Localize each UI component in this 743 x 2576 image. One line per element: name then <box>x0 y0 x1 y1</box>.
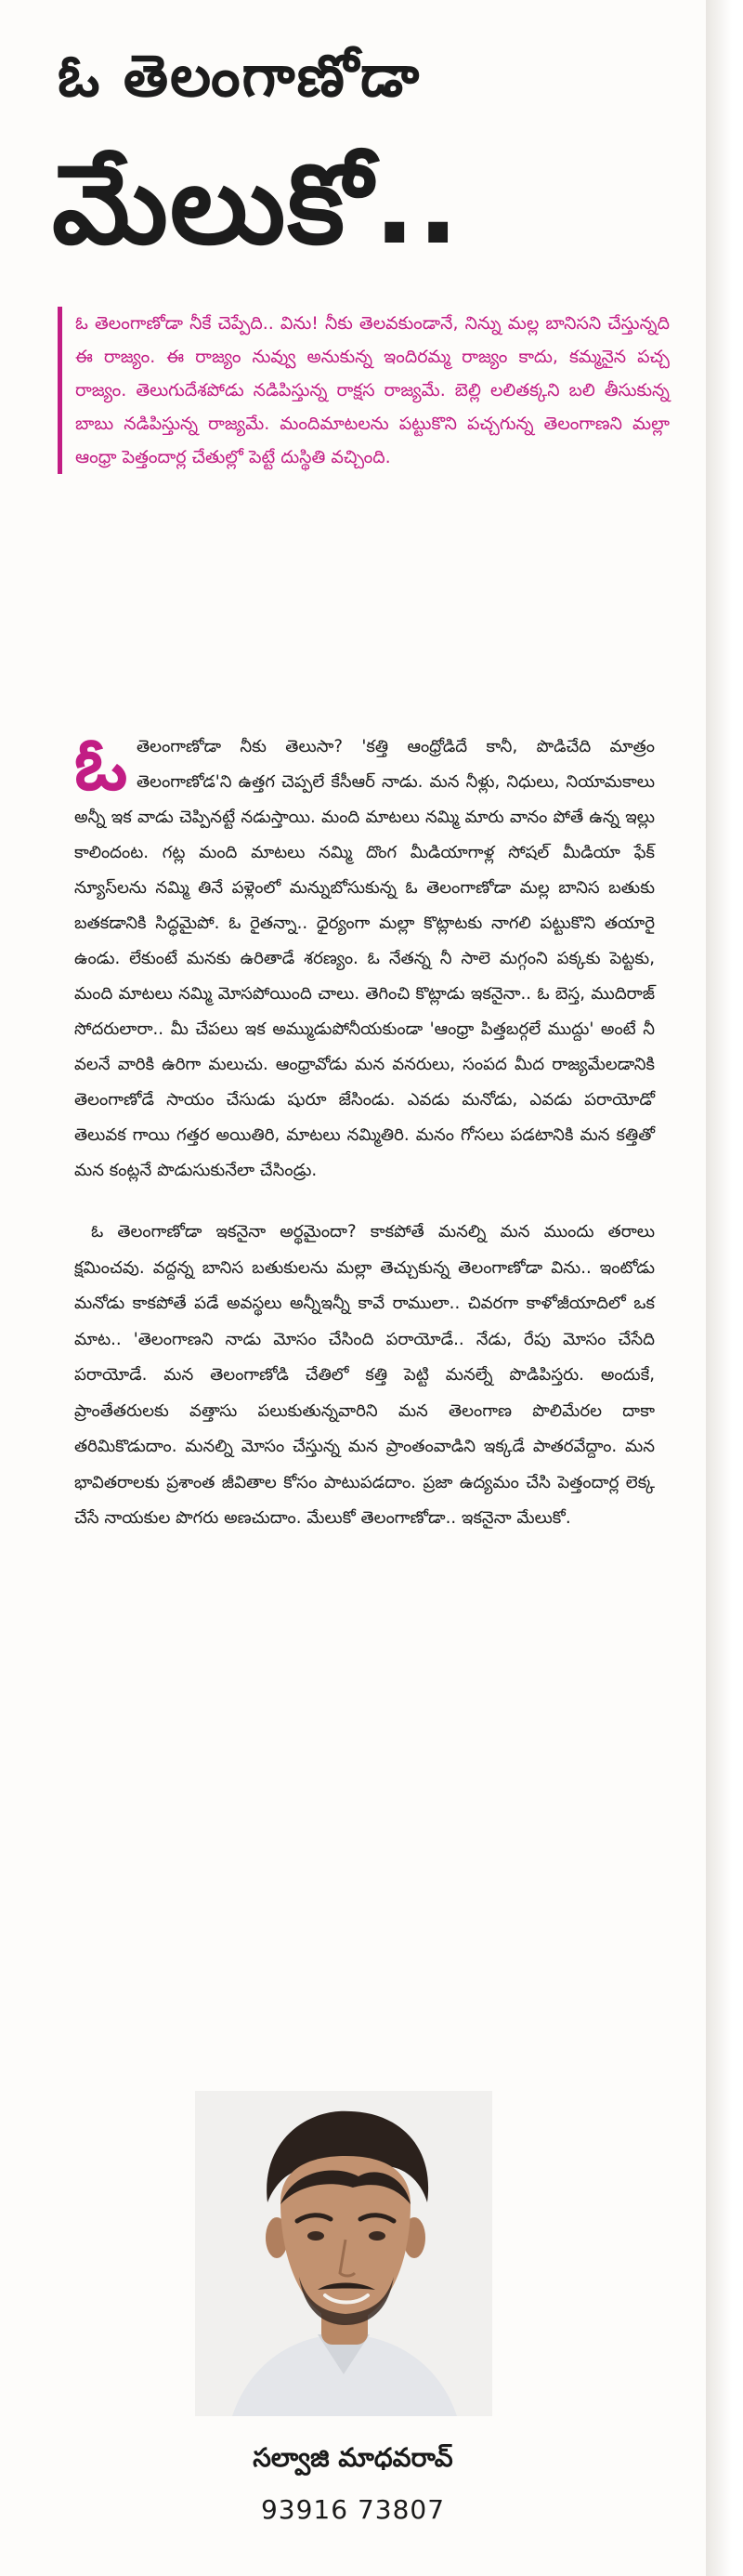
author-photo <box>195 2091 492 2416</box>
paragraph-1-text: తెలంగాణోడా నీకు తెలుసా? 'కత్తి ఆంధ్రోడిదే కానీ, పొడిచేది మాత్రం తెలంగాణోడ'ని ఉత్తగ చెప్పలే కేసీఆర్ నాడు. మన నీళ్లు, నిధులు, నియామకాలు అన్నీ ఇక వాడు చెప్పినట్టే నడుస్తాయి. మంది మాటలు నమ్మి మారు వానం పోతే ఉన్న ఇల్లు కాలిందంట. గట్ల మంది మాటలు నమ్మి దొంగ మీడియాగాళ్ల సోషల్ మీడియా ఫేక్ న్యూస్‌లను నమ్మి తినే పళ్లెంలో మన్నుబోసుకున్న ఓ తెలంగాణోడా మల్ల బానిస బతుకు బతకడానికి సిద్ధమైపో. ఓ రైతన్నా.. ధైర్యంగా మల్లా కొట్లాటకు నాగలి పట్టుకొని తయారై ఉండు. లేకుంటే మనకు ఉరితాడే శరణ్యం. ఓ నేతన్న నీ సాలె మగ్గంని పక్కకు పెట్టకు, మంది మాటలు నమ్మి మోసపోయింది చాలు. తెగించి కొట్లాడు ఇకనైనా.. ఓ బెస్త, ముదిరాజ్ సోదరులారా.. మీ చేపలు ఇక అమ్ముడుపోనీయకుండా 'ఆంధ్రా పిత్తబర్గలే ముద్దు' అంటే నీ వలనే వారికి ఉరిగా మలుచు. ఆంధ్రావోడు మన వనరులు, సంపద మీద రాజ్యమేలడానికి తెలంగాణోడే సాయం చేసుడు షురూ జేసిండు. ఎవడు మనోడు, ఎవడు పరాయోడో తెలువక గాయి గత్తర అయితిరి, మాటలు నమ్మితిరి. మనం గోసలు పడటానికి మన కత్తితో మన కంట్లనే పొడుసుకునేలా చేసిండ్రు. <box>74 737 655 1180</box>
headline-line-1: ఓ తెలంగాణోడా <box>58 42 422 110</box>
page-edge <box>706 0 743 2576</box>
author-phone: 93916 73807 <box>260 2494 446 2525</box>
article-paragraph-2: ఓ తెలంగాణోడా ఇకనైనా అర్థమైందా? కాకపోతే మనల్ని మన ముందు తరాలు క్షమించవు. వద్దన్న బానిస బతుకులను మల్లా తెచ్చుకున్న తెలంగాణోడా విను.. ఇంటోడు మనోడు కాకపోతే పడే అవస్థలు అన్నీఇన్నీ కావే రాములా.. చివరగా కాళోజీయాదిలో ఒక మాట.. 'తెలంగాణని నాడు మోసం చేసింది పరాయోడే.. నేడు, రేపు మోసం చేసేది పరాయోడే. మన తెలంగాణోడి చేతిలో కత్తి పెట్టి మనల్నే పొడిపిస్తరు. అందుకే, ప్రాంతేతరులకు వత్తాసు పలుకుతున్నవారిని మన తెలంగాణ పొలిమేరల దాకా తరిమికొడుదాం. మనల్ని మోసం చేస్తున్న మన ప్రాంతంవాడిని ఇక్కడే పాతరవేద్దాం. మన భావితరాలకు ప్రశాంత జీవితాల కోసం పాటుపడదాం. ప్రజా ఉద్యమం చేసి పెత్తందార్ల లెక్క చేసే నాయకుల పొగరు అణచుదాం. మేలుకో తెలంగాణోడా.. ఇకనైనా మేలుకో. <box>74 1222 655 1528</box>
drop-cap: ఓ <box>74 723 128 807</box>
intro-text: ఓ తెలంగాణోడా నీకే చెప్పేది.. విను! నీకు తెలవకుండానే, నిన్ను మల్ల బానిసని చేస్తున్నది ఈ రాజ్యం. ఈ రాజ్యం నువ్వు అనుకున్న ఇందిరమ్మ రాజ్యం కాదు, కమ్మనైన పచ్చ రాజ్యం. తెలుగుదేశపోడు నడిపిస్తున్న రాక్షస రాజ్యమే. బెల్లి లలితక్కని బలి తీసుకున్న బాబు నడిపిస్తున్న రాజ్యమే. మందిమాటలను పట్టుకొని పచ్చగున్న తెలంగాణని మల్లా ఆంధ్రా పెత్తందార్ల చేతుల్లో పెట్టే దుస్థితి వచ్చింది. <box>75 313 670 467</box>
author-portrait-image <box>195 2091 492 2416</box>
author-name: సల్వాజి మాధవరావ్ <box>253 2442 453 2473</box>
headline-line-2: మేలుకో.. <box>52 140 462 269</box>
article-body <box>74 723 655 1537</box>
article-paragraph-1 <box>74 723 655 1189</box>
intro-blurb <box>58 307 670 474</box>
